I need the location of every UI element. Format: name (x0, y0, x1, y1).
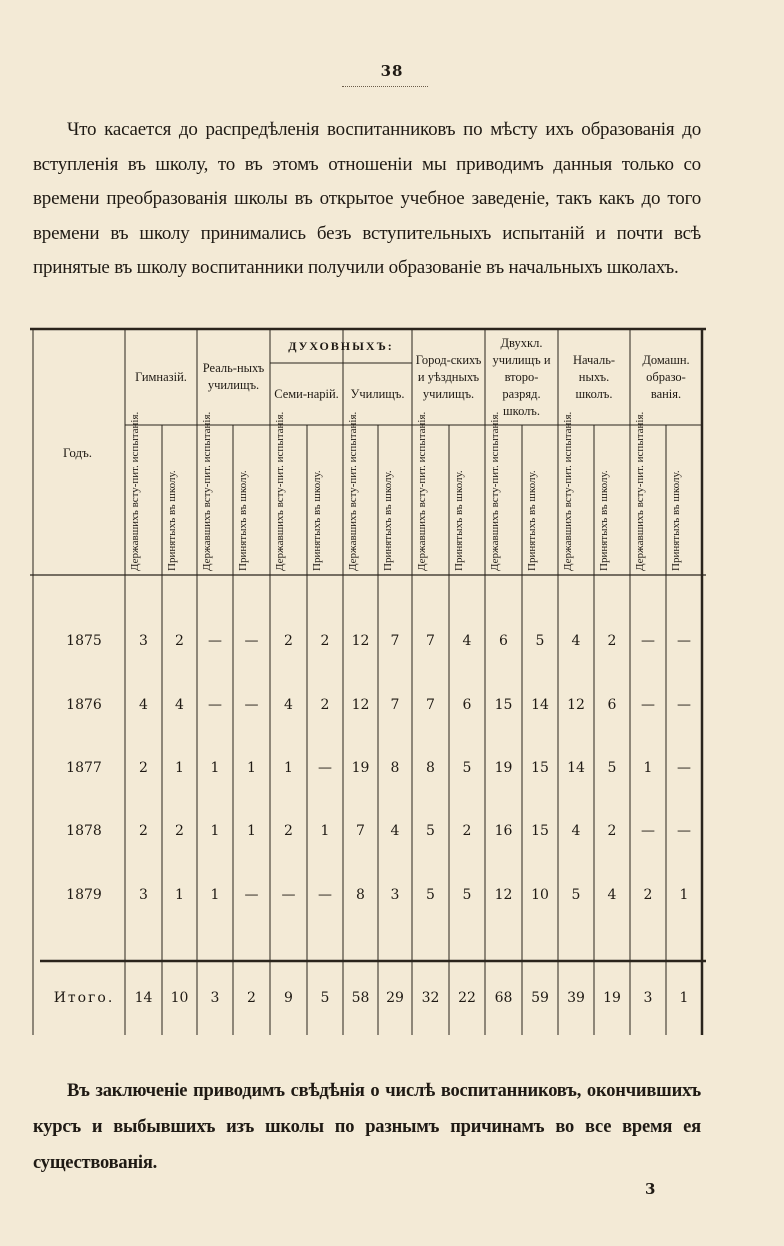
table-cell: — (318, 760, 332, 776)
intro-paragraph: Что касается до распредѣленія воспитанниковъ по мѣсту ихъ образованія до вступленія въ школу, то въ этомъ отношеніи мы приводимъ данныя только со времени преобразованія школы въ открытое учебное заведеніе, такъ какъ до того времени въ школу принимались безъ вступительныхъ испытаній и почти всѣ принятые въ школу воспитанники получили образованіе въ начальныхъ школахъ. (33, 119, 701, 278)
total-cell: 22 (458, 990, 476, 1006)
table-cell: — (641, 697, 655, 713)
sub-header-examined: Державшихъ всту-пит. испытанія. (489, 411, 501, 571)
total-cell: 39 (567, 990, 585, 1006)
table-cell: 1 (320, 823, 330, 839)
table-cell: 1 (175, 760, 184, 776)
table-cell: 3 (390, 887, 400, 903)
sub-header-examined: Державшихъ всту-пит. испытанія. (274, 411, 286, 571)
total-label: Итого. (53, 990, 115, 1006)
table-cell: 2 (607, 633, 617, 649)
sub-header-examined: Державшихъ всту-пит. испытанія. (416, 411, 428, 571)
sub-header-admitted: Принятыхъ въ школу. (670, 470, 682, 571)
table-cell: 16 (494, 823, 513, 839)
table-cell: 5 (462, 760, 472, 776)
table-cell: 12 (494, 887, 513, 903)
table-cell: 8 (390, 760, 400, 776)
table-cell: 1 (643, 760, 653, 776)
table-cell: — (677, 697, 691, 713)
row-year: 1879 (66, 887, 102, 903)
table-cell: 1 (210, 887, 220, 903)
sub-header-examined: Державшихъ всту-пит. испытанія. (562, 411, 574, 571)
sub-header-admitted: Принятыхъ въ школу. (526, 470, 538, 571)
total-cell: 1 (679, 990, 689, 1006)
table-cell: 1 (247, 823, 256, 839)
table-cell: 5 (535, 633, 545, 649)
table-cell: 2 (607, 823, 617, 839)
table-cell: 19 (351, 760, 370, 776)
table-cell: — (677, 633, 691, 649)
total-cell: 68 (494, 990, 513, 1006)
sub-header-admitted: Принятыхъ въ школу. (598, 470, 610, 571)
table-cell: 6 (499, 633, 508, 649)
total-cell: 3 (643, 990, 653, 1006)
table-cell: — (208, 633, 222, 649)
row-year: 1875 (66, 633, 102, 649)
table-cell: 5 (462, 887, 472, 903)
table-cell: 15 (531, 760, 549, 776)
sub-header-admitted: Принятыхъ въ школу. (382, 470, 394, 571)
year-header: Годъ. (62, 445, 93, 460)
sub-header-admitted: Принятыхъ въ школу. (453, 470, 465, 571)
table-cell: 15 (494, 697, 513, 713)
table-cell: 10 (531, 887, 549, 903)
table-cell: — (677, 823, 691, 839)
total-cell: 10 (170, 990, 189, 1006)
table-cell: 5 (571, 887, 581, 903)
table-cell: 1 (679, 887, 689, 903)
group-header: Город-скихъ и уѣздныхъ училищъ. (415, 352, 482, 401)
group-header: Началь-ныхъ. школъ. (572, 352, 616, 401)
table-cell: 2 (139, 760, 148, 776)
super-header-dukhovnykh: ДУХОВНЫХЪ: (288, 338, 394, 353)
table-cell: 6 (607, 697, 617, 713)
table-cell: — (244, 887, 259, 903)
table-cell: — (244, 697, 259, 713)
table-cell: 4 (607, 887, 617, 903)
group-header: Училищъ. (350, 386, 405, 401)
table-cell: — (318, 887, 332, 903)
closing-paragraph: Въ заключеніе приводимъ свѣдѣнія о числѣ воспитанниковъ, окончившихъ курсъ и выбывшихъ изъ школы по разнымъ причинамъ во все время ея существованія. (33, 1081, 701, 1173)
table-cell: — (281, 887, 296, 903)
table-cell: — (244, 633, 259, 649)
total-cell: 32 (421, 990, 440, 1006)
table-cell: 8 (356, 887, 365, 903)
table-cell: 7 (426, 633, 435, 649)
total-cell: 9 (284, 990, 293, 1006)
table-cell: 12 (351, 697, 370, 713)
total-cell: 29 (386, 990, 404, 1006)
table-cell: 4 (139, 697, 148, 713)
table-cell: 14 (531, 697, 549, 713)
table-cell: 15 (531, 823, 549, 839)
row-year: 1876 (66, 697, 102, 713)
table-cell: 1 (210, 760, 220, 776)
table-cell: 2 (320, 633, 330, 649)
table-cell: 2 (643, 887, 653, 903)
sub-header-examined: Державшихъ всту-пит. испытанія. (201, 411, 213, 571)
table-cell: 4 (571, 823, 581, 839)
total-cell: 2 (247, 990, 256, 1006)
table-cell: 5 (426, 823, 435, 839)
table-cell: 4 (462, 633, 472, 649)
table-cell: 8 (426, 760, 435, 776)
table-cell: 14 (567, 760, 585, 776)
table-cell: 7 (356, 823, 365, 839)
sub-header-admitted: Принятыхъ въ школу. (166, 470, 178, 571)
table-cell: — (677, 760, 691, 776)
total-cell: 3 (210, 990, 220, 1006)
group-header: Семи-нарій. (274, 386, 339, 401)
table-cell: 4 (390, 823, 400, 839)
table-cell: 1 (210, 823, 220, 839)
sub-header-examined: Державшихъ всту-пит. испытанія. (634, 411, 646, 571)
education-table (30, 323, 706, 1035)
table-cell: 7 (390, 697, 400, 713)
group-header: Домашн. образо-ванія. (642, 352, 690, 401)
table-cell: 7 (390, 633, 400, 649)
table-cell: 2 (175, 633, 184, 649)
signature-mark: 3 (645, 1180, 656, 1198)
sub-header-admitted: Принятыхъ въ школу. (311, 470, 323, 571)
group-header: Реаль-ныхъ училищъ. (202, 361, 265, 392)
row-year: 1877 (66, 760, 102, 776)
table-cell: 4 (571, 633, 581, 649)
table-cell: 1 (284, 760, 293, 776)
sub-header-examined: Державшихъ всту-пит. испытанія. (347, 411, 359, 571)
sub-header-examined: Державшихъ всту-пит. испытанія. (129, 411, 141, 571)
group-header: Двухкл. училищъ и второ-разряд. школъ. (492, 335, 551, 418)
row-year: 1878 (66, 823, 102, 839)
table-cell: 19 (494, 760, 513, 776)
table-cell: 2 (284, 633, 293, 649)
table-cell: 1 (175, 887, 184, 903)
table-cell: 5 (426, 887, 435, 903)
table-cell: 7 (426, 697, 435, 713)
table-cell: 2 (139, 823, 148, 839)
total-cell: 59 (531, 990, 549, 1006)
table-cell: 5 (607, 760, 617, 776)
table-cell: 1 (247, 760, 256, 776)
page-number: 38 (380, 62, 404, 80)
table-cell: 2 (320, 697, 330, 713)
total-cell: 58 (351, 990, 370, 1006)
group-header: Гимназій. (135, 369, 187, 384)
table-cell: 4 (175, 697, 184, 713)
table-cell: 12 (567, 697, 585, 713)
table-cell: 6 (462, 697, 472, 713)
page-number-rule (342, 86, 428, 87)
table-cell: 3 (139, 633, 148, 649)
table-cell: 3 (139, 887, 148, 903)
total-cell: 19 (603, 990, 621, 1006)
table-cell: — (641, 823, 655, 839)
total-cell: 5 (320, 990, 330, 1006)
table-cell: 2 (462, 823, 472, 839)
table-cell: 2 (175, 823, 184, 839)
table-cell: — (208, 697, 222, 713)
table-cell: — (641, 633, 655, 649)
table-cell: 2 (284, 823, 293, 839)
sub-header-admitted: Принятыхъ въ школу. (237, 470, 249, 571)
table-cell: 4 (284, 697, 293, 713)
table-cell: 12 (351, 633, 370, 649)
total-cell: 14 (134, 990, 153, 1006)
